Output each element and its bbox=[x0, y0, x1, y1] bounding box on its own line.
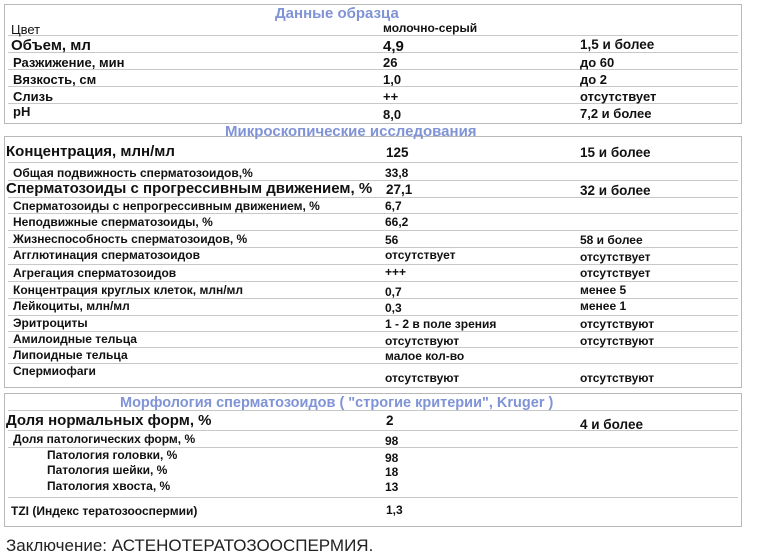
agglutination-label: Агглютинация сперматозоидов bbox=[13, 248, 200, 262]
sample-color-value: молочно-серый bbox=[383, 21, 478, 35]
lipoid-bodies-value: малое кол-во bbox=[385, 349, 465, 363]
row-divider bbox=[8, 230, 738, 231]
row-divider bbox=[8, 315, 738, 316]
aggregation-label: Агрегация сперматозоидов bbox=[13, 266, 177, 280]
sample-viscosity-norm: до 2 bbox=[580, 72, 608, 87]
sample-volume-label: Объем, мл bbox=[11, 37, 91, 54]
tail-pathology-label: Патология хвоста, % bbox=[47, 479, 171, 493]
amyloid-bodies-value: отсутствуют bbox=[385, 334, 460, 348]
total-motility-label: Общая подвижность сперматозоидов,% bbox=[13, 166, 253, 180]
row-divider bbox=[8, 86, 738, 87]
agglutination-value: отсутствует bbox=[385, 248, 456, 262]
nonprogressive-motility-value: 6,7 bbox=[385, 199, 402, 213]
normal-forms-norm: 4 и более bbox=[580, 417, 643, 432]
leukocytes-value: 0,3 bbox=[385, 301, 402, 315]
sample-color-label: Цвет bbox=[11, 22, 41, 37]
erythrocytes-label: Эритроциты bbox=[13, 316, 88, 330]
row-divider bbox=[8, 52, 738, 53]
row-divider bbox=[8, 497, 738, 498]
sample-viscosity-label: Вязкость, см bbox=[13, 72, 97, 87]
sample-section-title: Данные образца bbox=[275, 5, 399, 22]
pathological-forms-value: 98 bbox=[385, 434, 399, 448]
lipoid-bodies-label: Липоидные тельца bbox=[13, 348, 128, 362]
sample-volume-value: 4,9 bbox=[383, 38, 404, 55]
amyloid-bodies-label: Амилоидные тельца bbox=[13, 332, 137, 346]
total-motility-value: 33,8 bbox=[385, 166, 409, 180]
concentration-value: 125 bbox=[386, 145, 409, 160]
sample-liquefaction-value: 26 bbox=[383, 55, 398, 70]
aggregation-value: +++ bbox=[385, 265, 407, 279]
microscopy-section-title: Микроскопические исследования bbox=[225, 123, 477, 140]
immotile-value: 66,2 bbox=[385, 215, 409, 229]
erythrocytes-value: 1 - 2 в поле зрения bbox=[385, 317, 497, 331]
sample-mucus-label: Слизь bbox=[13, 89, 54, 104]
conclusion-text: Заключение: АСТЕНОТЕРАТОЗООСПЕРМИЯ. bbox=[6, 536, 374, 555]
leukocytes-label: Лейкоциты, млн/мл bbox=[13, 299, 130, 313]
vitality-label: Жизнеспособность сперматозоидов, % bbox=[13, 232, 248, 246]
neck-pathology-value: 18 bbox=[385, 465, 399, 479]
row-divider bbox=[8, 410, 738, 411]
aggregation-norm: отсутствует bbox=[580, 266, 651, 280]
neck-pathology-label: Патология шейки, % bbox=[47, 463, 168, 477]
row-divider bbox=[8, 213, 738, 214]
spermiophages-norm: отсутствуют bbox=[580, 371, 655, 385]
amyloid-bodies-norm: отсутствуют bbox=[580, 334, 655, 348]
row-divider bbox=[8, 264, 738, 265]
sample-liquefaction-norm: до 60 bbox=[580, 55, 615, 70]
sample-mucus-value: ++ bbox=[383, 89, 399, 104]
sample-viscosity-value: 1,0 bbox=[383, 72, 402, 87]
round-cells-value: 0,7 bbox=[385, 285, 402, 299]
sample-ph-norm: 7,2 и более bbox=[580, 106, 652, 121]
row-divider bbox=[8, 363, 738, 364]
normal-forms-value: 2 bbox=[386, 413, 394, 428]
progressive-motility-label: Сперматозоиды с прогрессивным движением, % bbox=[6, 180, 373, 197]
vitality-norm: 58 и более bbox=[580, 233, 643, 247]
morphology-section-title: Морфология сперматозоидов ( "строгие критерии", Kruger ) bbox=[120, 395, 554, 411]
spermiophages-value: отсутствуют bbox=[385, 371, 460, 385]
tzi-label: TZI (Индекс тератозооспермии) bbox=[11, 504, 198, 518]
sample-ph-label: pH bbox=[13, 104, 31, 119]
spermiophages-label: Спермиофаги bbox=[13, 364, 96, 378]
head-pathology-label: Патология головки, % bbox=[47, 448, 178, 462]
pathological-forms-label: Доля патологических форм, % bbox=[13, 432, 196, 446]
nonprogressive-motility-label: Сперматозоиды с непрогрессивным движением, % bbox=[13, 199, 320, 213]
sample-mucus-norm: отсутствует bbox=[580, 89, 657, 104]
head-pathology-value: 98 bbox=[385, 451, 399, 465]
vitality-value: 56 bbox=[385, 233, 399, 247]
leukocytes-norm: менее 1 bbox=[580, 299, 627, 313]
concentration-norm: 15 и более bbox=[580, 145, 651, 160]
sample-liquefaction-label: Разжижение, мин bbox=[13, 55, 125, 70]
round-cells-norm: менее 5 bbox=[580, 283, 627, 297]
row-divider bbox=[8, 162, 738, 163]
progressive-motility-norm: 32 и более bbox=[580, 183, 651, 198]
sample-volume-norm: 1,5 и более bbox=[580, 37, 655, 52]
sample-ph-value: 8,0 bbox=[383, 107, 402, 122]
row-divider bbox=[8, 35, 738, 36]
concentration-label: Концентрация, млн/мл bbox=[6, 143, 175, 160]
agglutination-norm: отсутствует bbox=[580, 250, 651, 264]
progressive-motility-value: 27,1 bbox=[386, 182, 413, 197]
erythrocytes-norm: отсутствуют bbox=[580, 317, 655, 331]
normal-forms-label: Доля нормальных форм, % bbox=[6, 412, 212, 429]
immotile-label: Неподвижные сперматозоиды, % bbox=[13, 215, 213, 229]
row-divider bbox=[8, 281, 738, 282]
tail-pathology-value: 13 bbox=[385, 480, 399, 494]
tzi-value: 1,3 bbox=[386, 503, 403, 517]
round-cells-label: Концентрация круглых клеток, млн/мл bbox=[13, 283, 244, 297]
